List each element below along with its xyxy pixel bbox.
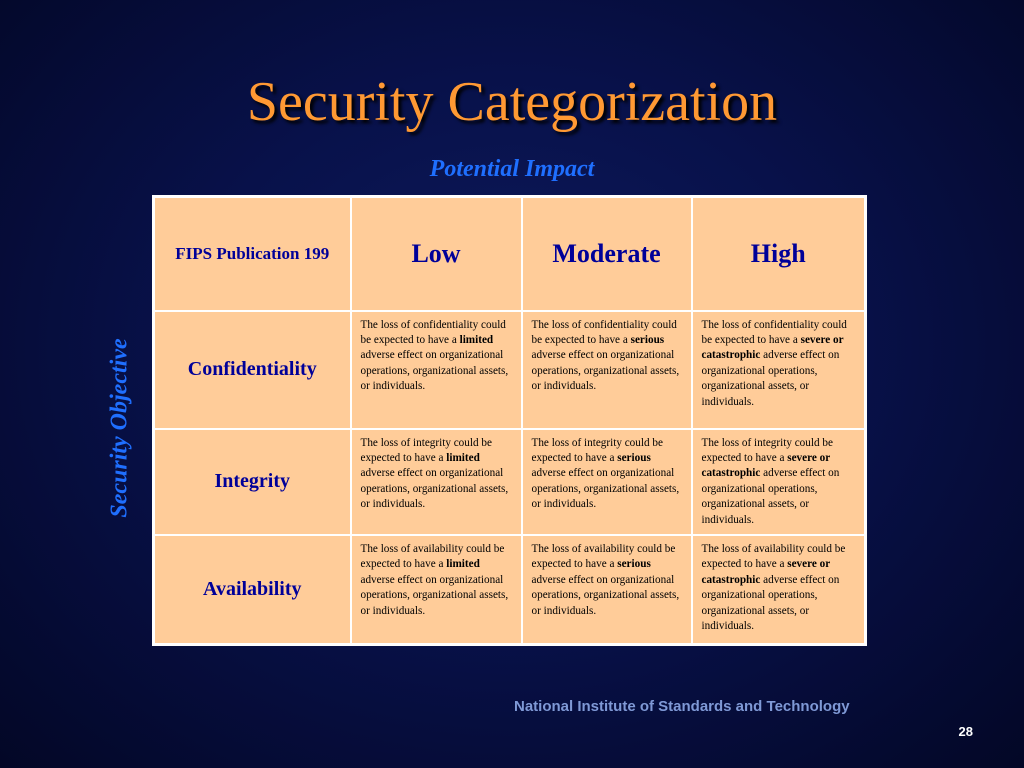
footer-organization: National Institute of Standards and Technology <box>514 698 850 715</box>
confidentiality-low-cell <box>351 311 522 429</box>
cell-text: The loss of availability could be expected to have a <box>531 542 676 571</box>
cell-text: The loss of availability could be expected to have a <box>701 542 846 571</box>
cell-text: The loss of integrity could be expected to have a <box>701 436 833 464</box>
impact-level: limited <box>446 451 480 464</box>
cell-text: adverse effect on organizational operations, organizational assets, or individuals. <box>701 349 840 408</box>
impact-level: serious <box>630 333 665 346</box>
impact-level: limited <box>459 333 494 346</box>
slide-title: Security Categorization <box>246 71 778 133</box>
impact-level: limited <box>446 558 480 571</box>
integrity-high-cell <box>692 429 866 535</box>
integrity-moderate-cell <box>522 429 692 535</box>
cell-text: The loss of confidentiality could be expected to have a <box>701 318 847 346</box>
row-header-confidentiality: Confidentiality <box>154 311 351 429</box>
cell-text: adverse effect on organizational operations, organizational assets, or individuals. <box>531 573 680 617</box>
row-header-integrity: Integrity <box>154 429 351 535</box>
table-row <box>154 311 866 429</box>
cell-text: adverse effect on organizational operations, organizational assets, or individuals. <box>360 573 509 617</box>
availability-high-cell <box>692 535 866 645</box>
cell-text: The loss of integrity could be expected to have a <box>360 436 492 464</box>
categorization-table <box>152 195 867 646</box>
impact-level: serious <box>617 558 651 571</box>
cell-text: The loss of integrity could be expected to have a <box>531 436 663 464</box>
cell-text: The loss of confidentiality could be expected to have a <box>360 318 506 346</box>
fips-publication-header: FIPS Publication 199 <box>154 197 351 311</box>
potential-impact-label: Potential Impact <box>429 156 595 182</box>
cell-text: The loss of confidentiality could be expected to have a <box>531 318 677 346</box>
page-number: 28 <box>958 724 973 739</box>
table-row <box>154 535 866 645</box>
confidentiality-high-cell <box>692 311 866 429</box>
cell-text: adverse effect on organizational operations, organizational assets, or individuals. <box>360 349 509 393</box>
impact-level: severe or catastrophic <box>701 333 844 362</box>
impact-level: severe or catastrophic <box>701 451 830 480</box>
column-header-moderate: Moderate <box>522 197 692 311</box>
confidentiality-moderate-cell <box>522 311 692 429</box>
row-header-availability: Availability <box>154 535 351 645</box>
impact-level: serious <box>617 451 651 464</box>
cell-text: adverse effect on organizational operations, organizational assets, or individuals. <box>360 467 509 511</box>
integrity-low-cell <box>351 429 522 535</box>
column-header-high: High <box>692 197 866 311</box>
availability-moderate-cell <box>522 535 692 645</box>
security-objective-label: Security Objective <box>106 338 133 518</box>
cell-text: adverse effect on organizational operations, organizational assets, or individuals. <box>531 467 680 511</box>
table-row <box>154 429 866 535</box>
availability-low-cell <box>351 535 522 645</box>
impact-level: severe or catastrophic <box>701 558 830 586</box>
cell-text: The loss of availability could be expected to have a <box>360 542 505 571</box>
table-header-row <box>154 197 866 311</box>
cell-text: adverse effect on organizational operations, organizational assets, or individuals. <box>701 573 840 632</box>
cell-text: adverse effect on organizational operations, organizational assets, or individuals. <box>531 349 680 393</box>
column-header-low: Low <box>351 197 522 311</box>
cell-text: adverse effect on organizational operations, organizational assets, or individuals. <box>701 467 840 526</box>
